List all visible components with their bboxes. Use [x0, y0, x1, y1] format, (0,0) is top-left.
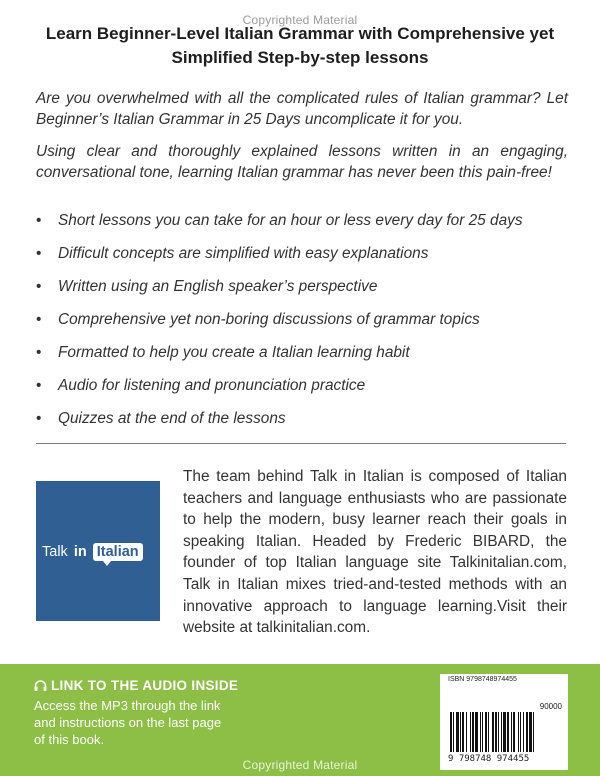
- headphones-icon: [34, 680, 47, 691]
- logo-speech-bubble: Italian: [93, 543, 143, 561]
- feature-text: Formatted to help you create a Italian learning habit: [58, 344, 410, 361]
- isbn-label: ISBN 9798748974455: [448, 676, 517, 683]
- barcode-digits: 9 798748 974455: [448, 754, 530, 764]
- feature-text: Short lessons you can take for an hour or less every day for 25 days: [58, 212, 523, 229]
- logo-word-in: in: [73, 544, 87, 560]
- feature-item: [36, 210, 576, 243]
- bullet-icon: •: [36, 410, 42, 427]
- feature-list: [36, 210, 576, 441]
- feature-item: [36, 276, 576, 309]
- feature-item: [36, 342, 576, 375]
- bullet-icon: •: [36, 278, 42, 295]
- intro-paragraph-2: Using clear and thoroughly explained lessons written in an engaging, conversational tone, learning Italian grammar has never been this pain-free!: [36, 143, 568, 181]
- isbn-barcode: [440, 674, 568, 770]
- feature-text: Comprehensive yet non-boring discussions of grammar topics: [58, 311, 480, 328]
- audio-link-description: Access the MP3 through the link and instructions on the last page of this book.: [34, 698, 222, 747]
- intro-paragraph-1: Are you overwhelmed with all the complicated rules of Italian grammar? Let Beginner’s Italian Grammar in 25 Days uncomplicate it for you.: [36, 90, 568, 128]
- bullet-icon: •: [36, 311, 42, 328]
- logo-word-talk: Talk: [42, 544, 68, 560]
- barcode-bars: [450, 712, 562, 752]
- watermark-bottom: Copyrighted Material: [242, 758, 358, 772]
- bullet-icon: •: [36, 212, 42, 229]
- feature-item: [36, 243, 576, 276]
- audio-link-heading: [34, 678, 238, 693]
- bullet-icon: •: [36, 245, 42, 262]
- watermark-top: Copyrighted Material: [242, 13, 358, 27]
- section-divider: [36, 443, 566, 444]
- feature-item: [36, 309, 576, 342]
- about-publisher: The team behind Talk in Italian is composed of Italian teachers and language enthusiasts who are passionate to help the modern, busy learner reach their goals in speaking Italian. Headed by Frederic BIBARD, the founder of top Italian language site Talkinitalian.com, Talk in Italian mixes tried-and-tested methods with an innovative approach to language learning.Visit their website at talkinitalian.com.: [183, 468, 567, 637]
- bullet-icon: •: [36, 344, 42, 361]
- feature-text: Quizzes at the end of the lessons: [58, 410, 286, 427]
- headline: [20, 22, 580, 70]
- headline-line-1: Learn Beginner-Level Italian Grammar with Comprehensive yet: [45, 24, 555, 43]
- feature-text: Written using an English speaker’s perspective: [58, 278, 378, 295]
- logo-wordmark: [42, 543, 143, 561]
- feature-text: Audio for listening and pronunciation practice: [58, 377, 366, 394]
- feature-item: [36, 408, 576, 441]
- price-code: 90000: [539, 702, 562, 711]
- feature-text: Difficult concepts are simplified with easy explanations: [58, 245, 429, 262]
- feature-item: [36, 375, 576, 408]
- bullet-icon: •: [36, 377, 42, 394]
- headline-line-2: Simplified Step-by-step lessons: [171, 48, 429, 67]
- audio-link-title: LINK TO THE AUDIO INSIDE: [51, 678, 239, 693]
- publisher-logo: [36, 481, 160, 621]
